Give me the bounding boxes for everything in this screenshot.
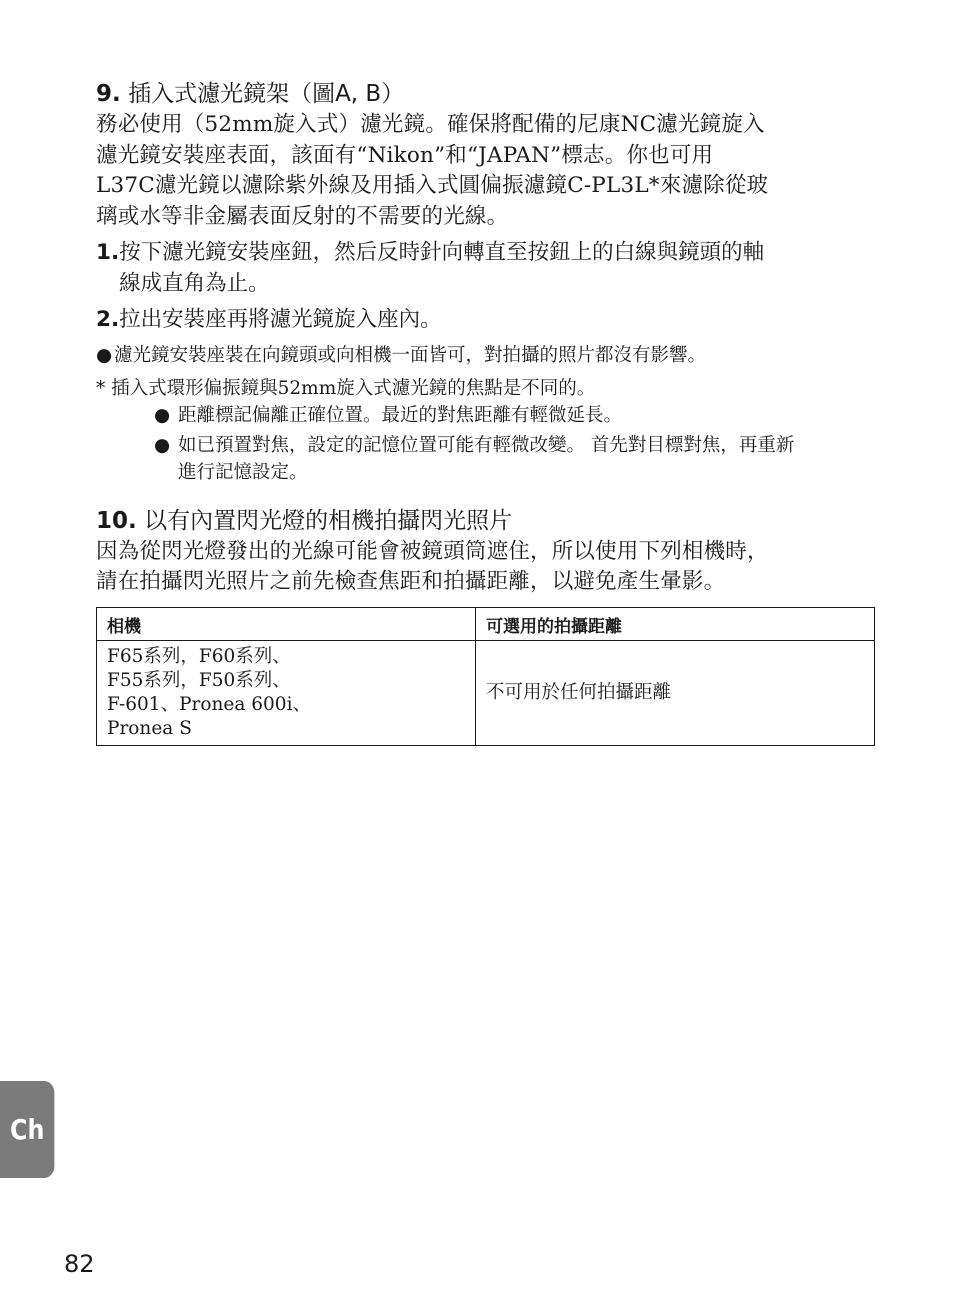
page-content (96, 78, 876, 598)
section-10-title: 以有內置閃光燈的相機拍攝閃光照片 (144, 507, 513, 534)
bullet-icon: ● (96, 344, 113, 366)
step-2: 2 . 拉出安裝座再將濾光鏡旋入座內。 (96, 305, 876, 336)
camera-line: Pronea S (107, 718, 192, 739)
section-10-heading (96, 505, 876, 537)
sub-bullet-text: 進行記憶設定。 (178, 461, 308, 483)
footnote: * 插入式環形偏振鏡與52mm旋入式濾光鏡的焦點是不同的。 (96, 377, 596, 399)
sub-bullet-list (154, 402, 876, 486)
paragraph-line: 務必使用（52mm旋入式）濾光鏡。確保將配備的尼康NC濾光鏡旋入 (96, 112, 765, 137)
table-header-row (97, 608, 875, 641)
sub-bullet-text: 如已預置對焦，設定的記憶位置可能有輕微改變。 首先對目標對焦，再重新 (178, 434, 795, 456)
section-9-heading (96, 78, 876, 110)
section-9-paragraph (96, 110, 876, 232)
sub-bullet-text: 距離標記偏離正確位置。最近的對焦距離有輕微延長。 (178, 404, 623, 426)
step-number: 1 (96, 240, 111, 265)
camera-distance-table (96, 607, 875, 746)
paragraph-line: L37C濾光鏡以濾除紫外線及用插入式圓偏振濾鏡C-PL3L*來濾除從玻 (96, 173, 769, 198)
paragraph-line: 濾光鏡安裝座表面，該面有“Nikon”和“JAPAN”標志。你也可用 (96, 142, 714, 168)
table-header-camera: 相機 (97, 608, 476, 641)
step-1: 1 . 按下濾光鏡安裝座鈕，然后反時針向轉直至按鈕上的白線與鏡頭的軸 線成直角為止。 (96, 238, 876, 299)
table-cell-distance: 不可用於任何拍攝距離 (476, 641, 875, 746)
bullet-icon: ● (154, 404, 171, 426)
paragraph-line: 因為從閃光燈發出的光線可能會被鏡頭筒遮住，所以使用下列相機時， (96, 538, 769, 564)
bullet-text: 濾光鏡安裝座裝在向鏡頭或向相機一面皆可，對拍攝的照片都沒有影響。 (114, 344, 707, 366)
bullet-icon: ● (154, 434, 171, 456)
section-9-number: 9. (96, 81, 121, 107)
step-number: 2 (96, 307, 111, 332)
sub-bullet-item (154, 402, 876, 429)
section-10-paragraph (96, 537, 876, 598)
camera-line: F65系列，F60系列、 (107, 646, 291, 667)
step-line: 線成直角為止。 (119, 270, 270, 296)
table-header-distance: 可選用的拍攝距離 (476, 608, 875, 641)
section-9-title: 插入式濾光鏡架（圖A, B） (128, 81, 405, 107)
section-10-number: 10. (96, 507, 137, 534)
bullet-item (96, 342, 876, 369)
paragraph-line: 璃或水等非金屬表面反射的不需要的光線。 (96, 203, 509, 229)
camera-line: F-601、Pronea 600i、 (107, 694, 311, 715)
sub-bullet-item (154, 432, 876, 486)
step-line: 按下濾光鏡安裝座鈕，然后反時針向轉直至按鈕上的白線與鏡頭的軸 (119, 240, 765, 265)
table-row (97, 641, 875, 746)
camera-line: F55系列，F50系列、 (107, 670, 291, 691)
language-tab: Ch (0, 1081, 54, 1178)
paragraph-line: 請在拍攝閃光照片之前先檢查焦距和拍攝距離，以避免產生暈影。 (96, 569, 726, 594)
table-cell-cameras (97, 641, 476, 746)
step-line: 拉出安裝座再將濾光鏡旋入座內。 (119, 307, 442, 332)
page-number: 82 (64, 1250, 95, 1278)
